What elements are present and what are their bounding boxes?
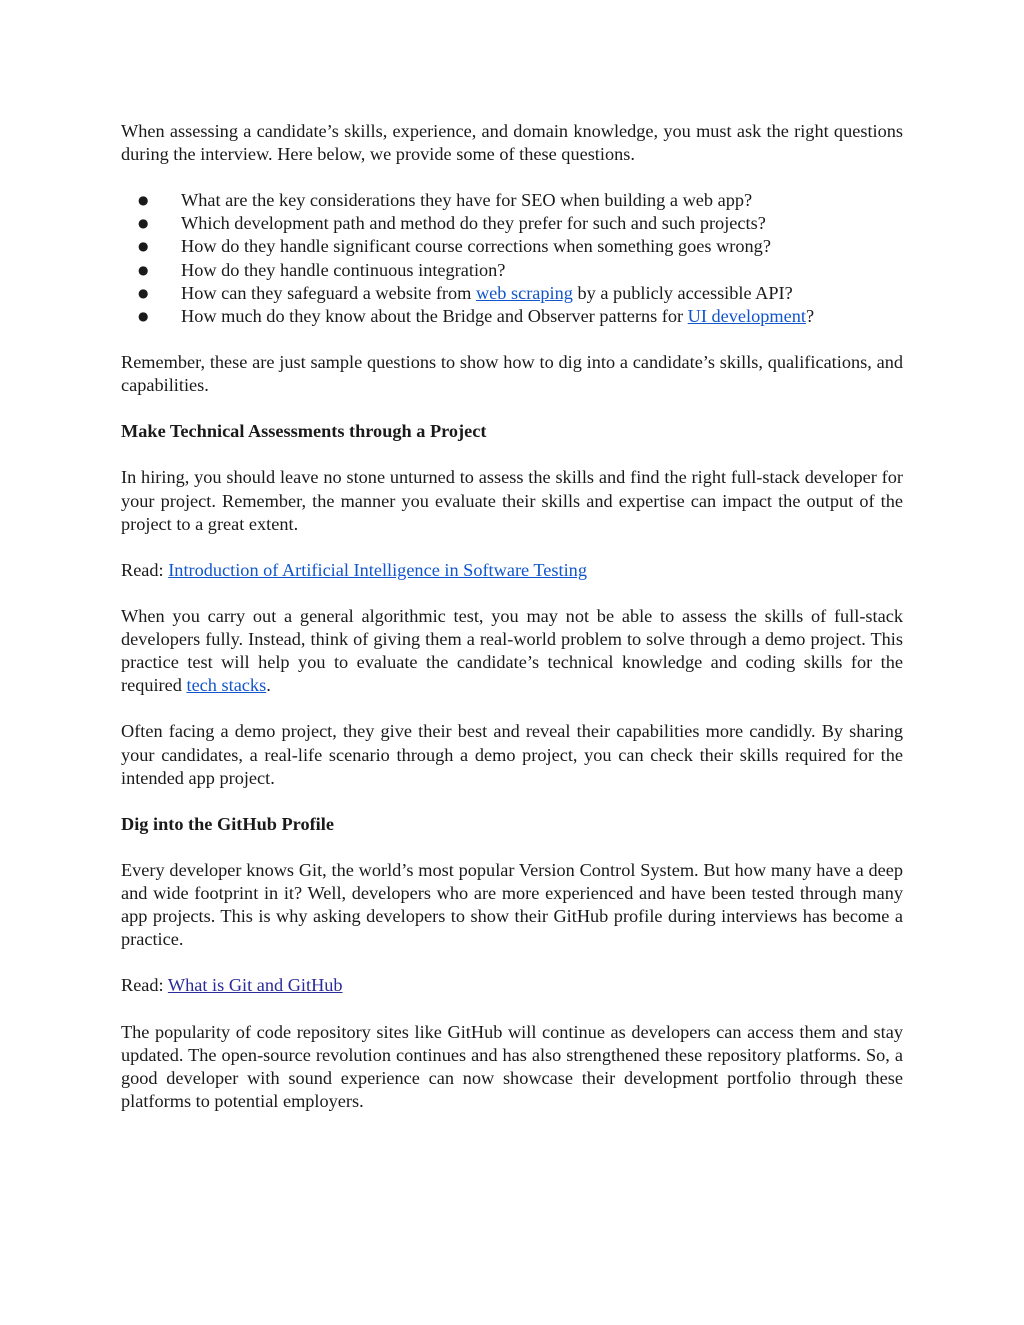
list-item-text: How much do they know about the Bridge and Observer patterns for [181,305,688,326]
list-item-text: ? [805,305,815,326]
list-item-text: How do they handle continuous integration? [181,259,506,280]
bullet-icon: ● [138,285,149,300]
read-label: Read: [121,559,169,580]
algorithmic-test-paragraph [121,605,903,697]
list-item-text: Which development path and method do they prefer for such and such projects? [181,213,766,234]
paragraph-text: . [266,675,271,696]
list-item [121,282,903,305]
list-item-text: How do they handle significant course corrections when something goes wrong? [181,236,771,257]
bullet-icon: ● [138,308,149,323]
remember-paragraph: Remember, these are just sample questions to show how to dig into a candidate’s skills, qualifications, and capabilities. [121,351,903,396]
git-and-github-link[interactable]: What is Git and GitHub [167,975,343,996]
list-item [121,259,903,282]
bullet-icon: ● [138,262,149,277]
repository-paragraph: The popularity of code repository sites like GitHub will continue as developers can access them and stay updated. The open-source revolution continues and has also strengthened these repository platforms. So, a good developer with sound experience can now showcase their development portfolio through these platforms to potential employers. [121,1021,903,1111]
list-item [121,212,903,235]
list-item [121,235,903,258]
read-label: Read: [121,975,168,996]
list-item-text: How can they safeguard a website from [181,282,476,303]
section-heading-github-profile: Dig into the GitHub Profile [121,813,334,834]
git-paragraph: Every developer knows Git, the world’s most popular Version Control System. But how many have a deep and wide footprint in it? Well, developers who are more experienced and have been tested through many app projects. This is why asking developers to show their GitHub profile during interviews has become a practice. [121,860,903,950]
read-ai-testing [121,559,903,582]
ai-software-testing-link[interactable]: Introduction of Artificial Intelligence in Software Testing [168,559,587,580]
list-item [121,189,903,212]
hiring-paragraph: In hiring, you should leave no stone unturned to assess the skills and find the right full-stack developer for your project. Remember, the manner you evaluate their skills and expertise can impact the output of the project to a great extent. [121,467,903,534]
list-item [121,305,903,328]
list-item-text: What are the key considerations they have for SEO when building a web app? [181,190,753,211]
intro-paragraph: When assessing a candidate’s skills, experience, and domain knowledge, you must ask the right questions during the interview. Here below, we provide some of these questions. [121,121,903,165]
demo-project-paragraph: Often facing a demo project, they give their best and reveal their capabilities more candidly. By sharing your candidates, a real-life scenario through a demo project, you can check their skills required for the intended app project. [121,721,903,788]
bullet-icon: ● [138,193,149,208]
document-page [121,120,903,1136]
section-heading-technical-assessments: Make Technical Assessments through a Project [121,421,487,442]
tech-stacks-link[interactable]: tech stacks [186,675,267,696]
paragraph-text: When you carry out a general algorithmic test, you may not be able to assess the skills of full-stack developers fully. Instead, think of giving them a real-world problem to solve through a demo project. This practice test will help you to evaluate the candidate’s technical knowledge and coding skills for the required [121,605,903,696]
read-git-github [121,974,903,997]
bullet-icon: ● [138,216,149,231]
web-scraping-link[interactable]: web scraping [475,282,573,303]
interview-questions-list [121,189,903,328]
ui-development-link[interactable]: UI development [687,305,806,326]
list-item-text: by a publicly accessible API? [572,282,793,303]
bullet-icon: ● [138,239,149,254]
